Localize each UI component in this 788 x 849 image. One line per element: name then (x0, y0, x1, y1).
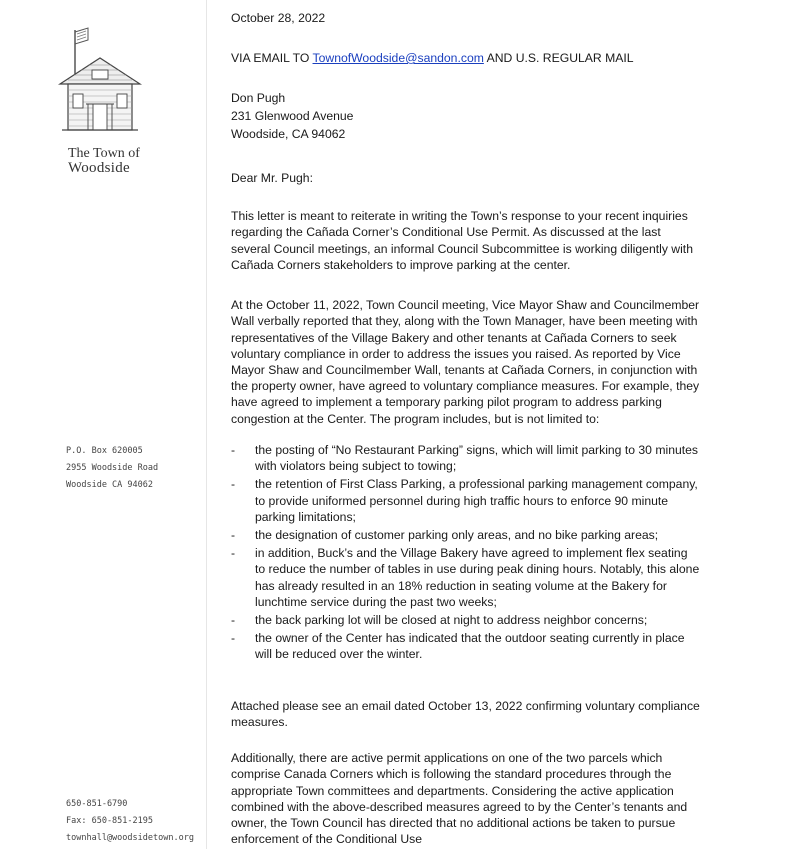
via-prefix: VIA EMAIL TO (231, 51, 313, 65)
address-po-box: P.O. Box 620005 (66, 446, 143, 456)
paragraph-council-report: At the October 11, 2022, Town Council meeting, Vice Mayor Shaw and Councilmember Wall verbally reported that they, along with the Town Manager, have been meeting with representatives of the Village Bakery and other tenants at Cañada Corners to seek voluntary compliance in order to address the issues you raised. As reported by Vice Mayor Shaw and Councilmember Wall, tenants at Cañada Corners, in conjunction with the property owner, have agreed to voluntary compliance measures. For example, they have agreed to implement a temporary parking pilot program to address parking congestion at the Center. The program includes, but is not limited to: (231, 298, 700, 426)
bullet-dash: - (231, 528, 236, 543)
bullet-dash: - (231, 477, 236, 492)
list-item: - the posting of “No Restaurant Parking” signs, which will limit parking to 30 minutes with violators being subject to towing; (231, 443, 699, 474)
salutation: Dear Mr. Pugh: (231, 171, 313, 185)
bullet-dash: - (231, 613, 236, 628)
recipient-city: Woodside, CA 94062 (231, 127, 346, 141)
town-hall-logo-icon (48, 22, 148, 142)
letter-date: October 28, 2022 (231, 11, 326, 25)
list-item: - the retention of First Class Parking, a professional parking management company, to provide uniformed personnel during high traffic hours to enforce 90 minute parking limitations; (231, 477, 698, 524)
contact-email: townhall@woodsidetown.org (66, 833, 194, 843)
paragraph-additional: Additionally, there are active permit applications on one of the two parcels which comprise Canada Corners which is following the standard procedures through the appropriate Town committees and departments. Considering the active application combined with the above-described measures agreed to by the Center’s tenants and owner, the Town Council has directed that no additional actions be taken to pursue enforcement of the Conditional Use (231, 751, 688, 847)
address-street: 2955 Woodside Road (66, 463, 159, 473)
fax-number: Fax: 650-851-2195 (66, 816, 153, 826)
town-name-line2: Woodside (68, 160, 131, 176)
sidebar-divider (206, 0, 207, 849)
letterhead-sidebar (0, 0, 210, 849)
bullet-dash: - (231, 631, 236, 646)
measures-list (231, 442, 701, 665)
list-item: - the designation of customer parking only areas, and no bike parking areas; (231, 528, 659, 543)
recipient-block (231, 89, 353, 143)
bullet-dash: - (231, 443, 236, 457)
delivery-method-line (231, 51, 634, 65)
via-suffix: AND U.S. REGULAR MAIL (483, 51, 634, 65)
list-item: - the owner of the Center has indicated that the outdoor seating currently in place will be reduced over the winter. (231, 631, 685, 662)
town-name-line1: The Town of (68, 146, 140, 161)
paragraph-attachment: Attached please see an email dated October 13, 2022 confirming voluntary compliance measures. (231, 699, 700, 730)
bullet-dash: - (231, 546, 236, 561)
recipient-street: 231 Glenwood Avenue (231, 109, 354, 123)
recipient-name: Don Pugh (231, 91, 286, 105)
address-city: Woodside CA 94062 (66, 480, 153, 490)
list-item: - in addition, Buck’s and the Village Bakery have agreed to implement flex seating to reduce the number of tables in use during peak dining hours. Notably, this alone has already resulted in an 18% reduction in seating volume at the Bakery for lunchtime service during the past two weeks; (231, 546, 700, 609)
via-email-link[interactable]: TownofWoodside@sandon.com (312, 51, 484, 65)
list-item: - the back parking lot will be closed at night to address neighbor concerns; (231, 613, 648, 628)
phone-number: 650-851-6790 (66, 799, 128, 809)
paragraph-intro: This letter is meant to reiterate in writing the Town’s response to your recent inquiries regarding the Cañada Corner’s Conditional Use Permit. As discussed at the last several Council meetings, an informal Council Subcommittee is working diligently with Cañada Corners stakeholders to improve parking at the center. (231, 209, 693, 272)
